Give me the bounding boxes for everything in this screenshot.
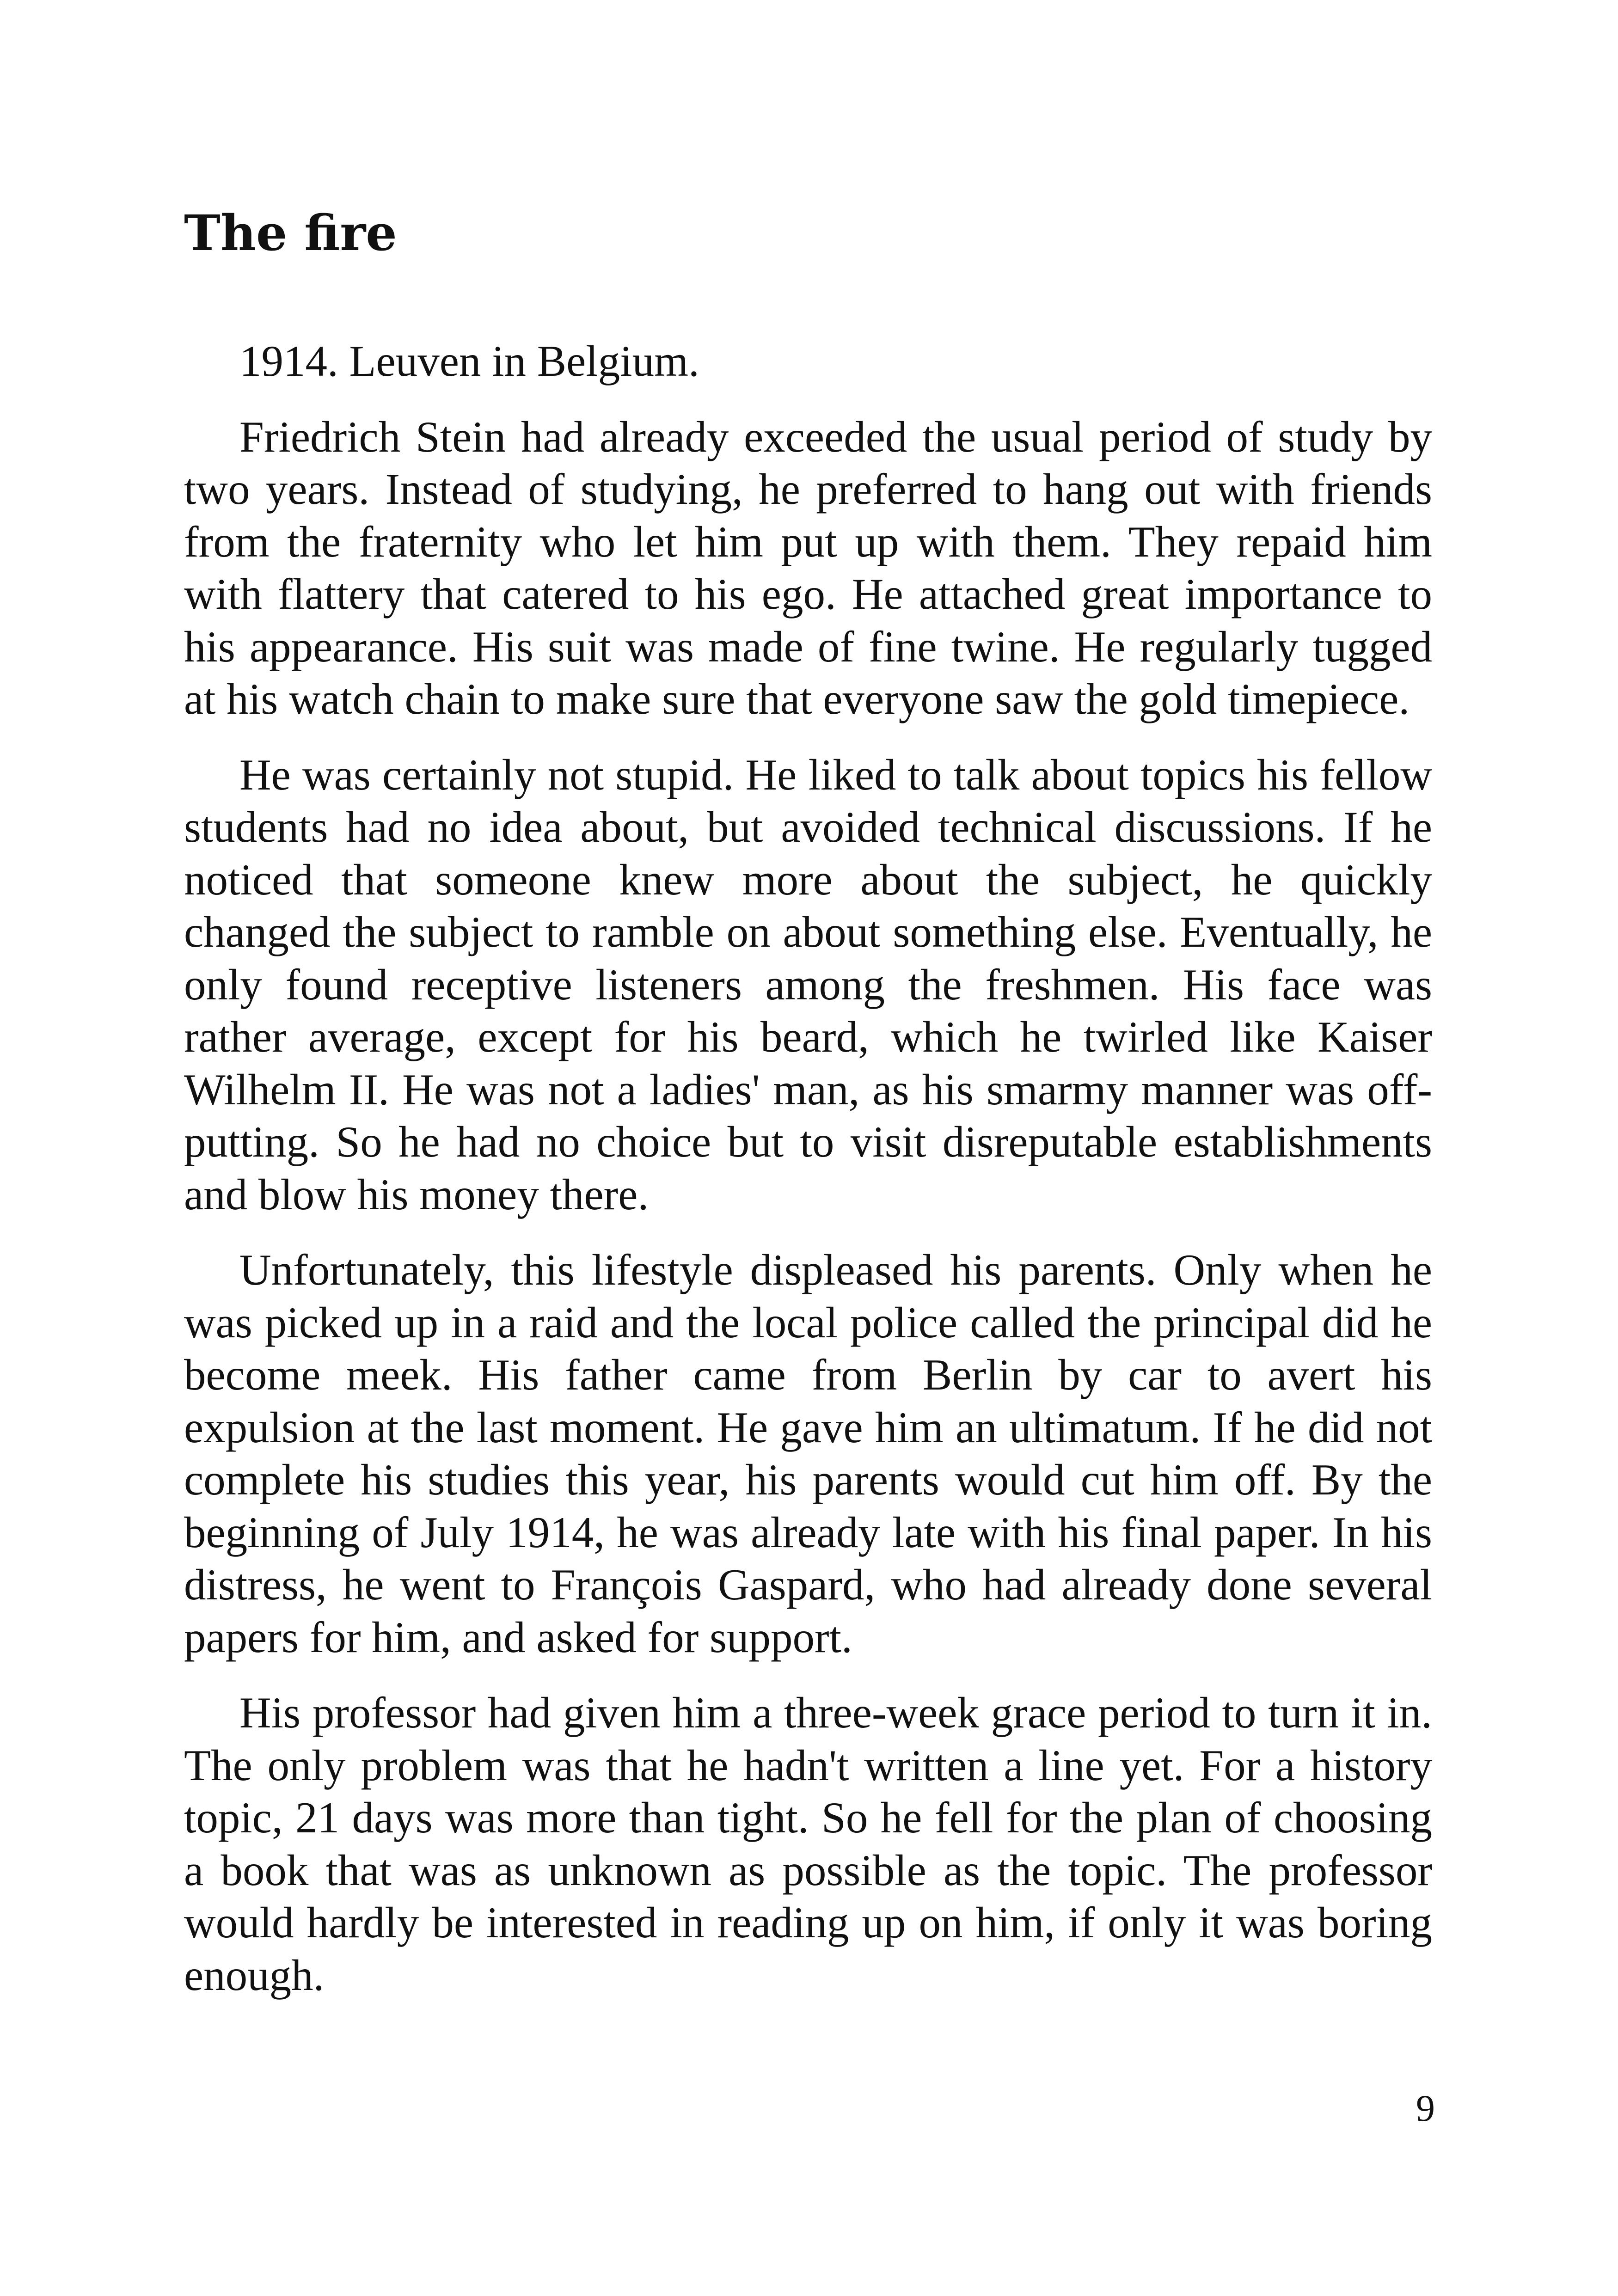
paragraph: His professor had given him a three-week grace period to turn it in. The only problem was that he hadn't written a line yet. For a history topic, 21 days was more than tight. So he fell for the plan of choosing a book that was as unknown as possible as the topic. The professor would hardly be interested in reading up on him, if only it was boring enough. (184, 1688, 1432, 2000)
paragraph-dateline: 1914. Leuven in Belgium. (239, 337, 699, 386)
chapter-title: The fire (184, 204, 397, 262)
paragraph: He was certainly not stupid. He liked to talk about topics his fellow students had no idea about, but avoided technical discussions. If he noticed that someone knew more about the subject, he quickly changed the subject to ramble on about something else. Eventually, he only found receptive listeners among the freshmen. His face was rather average, except for his beard, which he twirled like Kaiser Wilhelm II. He was not a ladies' man, as his smarmy manner was off-putting. So he had no choice but to visit disreputable establishments and blow his money there. (184, 750, 1432, 1219)
body-text (184, 335, 1432, 2025)
paragraph: Unfortunately, this lifestyle displeased his parents. Only when he was picked up in a raid and the local police called the principal did he become meek. His father came from Berlin by car to avert his expulsion at the last moment. He gave him an ultimatum. If he did not complete his studies this year, his parents would cut him off. By the beginning of July 1914, he was already late with his final paper. In his distress, he went to François Gaspard, who had already done several papers for him, and asked for support. (184, 1245, 1432, 1662)
paragraph: Friedrich Stein had already exceeded the usual period of study by two years. Instead of studying, he preferred to hang out with friends from the fraternity who let him put up with them. They repaid him with flattery that catered to his ego. He attached great importance to his appearance. His suit was made of fine twine. He regularly tugged at his watch chain to make sure that everyone saw the gold timepiece. (184, 412, 1432, 723)
page-number: 9 (1416, 2087, 1435, 2129)
